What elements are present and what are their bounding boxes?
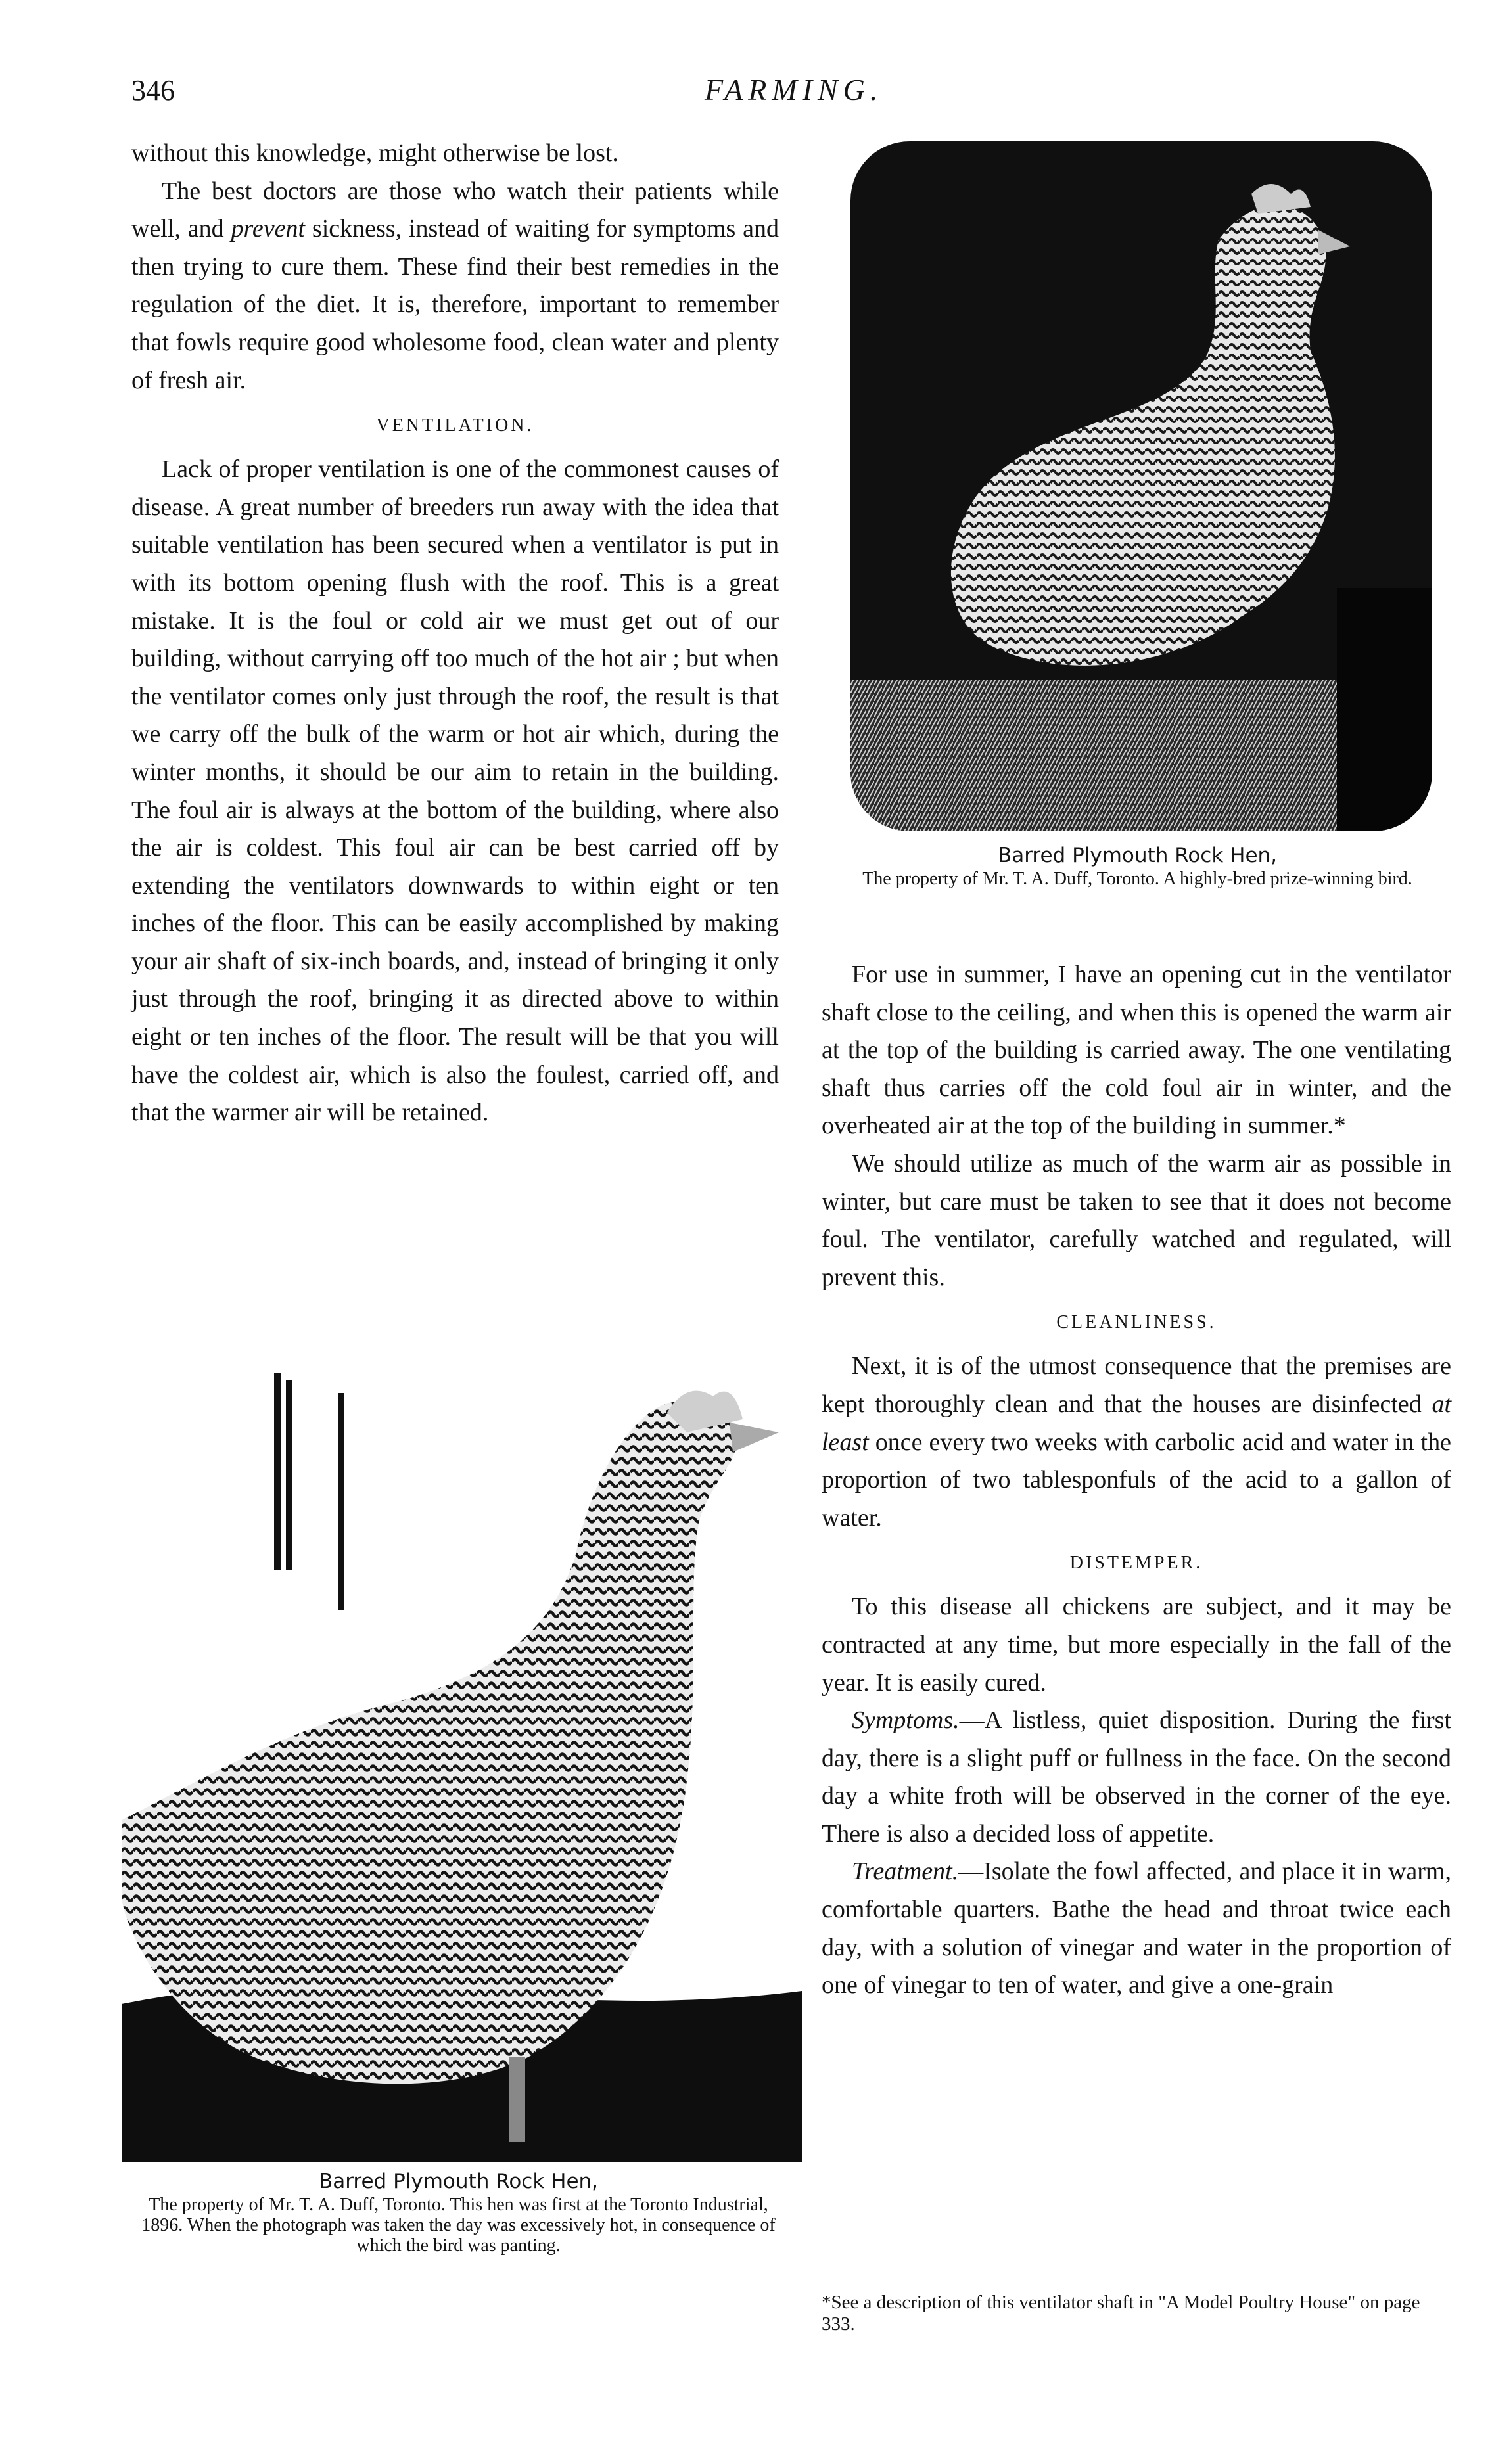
left-column xyxy=(131,135,779,1132)
page-number: 346 xyxy=(131,74,175,106)
paragraph: For use in summer, I have an opening cut in the ventilator shaft close to the ceiling, and when this is opened the warm air at the top of the building is carried away. The one ventilating shaft thus carries off the cold foul air in winter, and the overheated air at the top of the building in summer.* xyxy=(822,961,1451,1140)
section-heading-distemper: DISTEMPER. xyxy=(1069,1553,1203,1574)
emphasis: at least xyxy=(822,1390,1451,1456)
hen-photo-left xyxy=(122,1360,802,2162)
footnote: *See a description of this ventilator shaft in "A Model Poultry House" on page 333. xyxy=(822,2292,1420,2335)
emphasis: Treatment. xyxy=(852,1858,959,1886)
section-heading-cleanliness: CLEANLINESS. xyxy=(1056,1312,1217,1333)
paragraph: Treatment.—Isolate the fowl affected, and place it in warm, comfortable quarters. Bathe the head and throat twice each day, with a solution of vinegar and water in the proportion of one of vinegar to ten of water, and give a one-grain xyxy=(822,1858,1451,1999)
caption-title: Barred Plymouth Rock Hen, xyxy=(318,2170,599,2193)
paragraph: without this knowledge, might otherwise be lost. xyxy=(131,139,618,167)
paragraph: To this disease all chickens are subject, and it may be contracted at any time, but more especially in the fall of the year. It is easily cured. xyxy=(822,1593,1451,1697)
caption-title: Barred Plymouth Rock Hen, xyxy=(997,844,1278,867)
paragraph: Symptoms.—A listless, quiet disposition. During the first day, there is a slight puff or fullness in the face. On the second day a white froth will be observed in the corner of the eye. There is also a decided loss of appetite. xyxy=(822,1706,1451,1848)
section-heading-ventilation: VENTILATION. xyxy=(376,415,534,436)
paragraph: The best doctors are those who watch their patients while well, and prevent sickness, instead of waiting for symptoms and then trying to cure them. These find their best remedies in the regulation of the diet. It is, therefore, important to remember that fowls require good wholesome food, clean water and plenty of fresh air. xyxy=(131,177,779,394)
emphasis: prevent xyxy=(231,215,306,243)
figure-caption-left xyxy=(128,2168,789,2256)
caption-text: The property of Mr. T. A. Duff, Toronto. This hen was first at the Toronto Industrial, 1896. When the photograph was taken the day was excessively hot, in consequence of which the bird was panting. xyxy=(141,2195,776,2256)
running-title: FARMING. xyxy=(705,73,883,106)
page-header xyxy=(131,64,1490,117)
paragraph: We should utilize as much of the warm air as possible in winter, but care must be taken to see that it does not become foul. The ventilator, carefully watched and regulated, will prevent this. xyxy=(822,1149,1451,1291)
caption-text: The property of Mr. T. A. Duff, Toronto. A highly-bred prize-winning bird. xyxy=(862,869,1412,889)
emphasis: Symptoms. xyxy=(852,1706,960,1735)
hen-photo-right xyxy=(850,141,1432,831)
paragraph: Next, it is of the utmost consequence that the premises are kept thoroughly clean and that the houses are disinfected at least once every two weeks with carbolic acid and water in the proportion of two tablesponfuls of the acid to a gallon of water. xyxy=(822,1352,1451,1532)
paragraph: Lack of proper ventilation is one of the commonest causes of disease. A great number of breeders run away with the idea that suitable ventilation has been secured when a ventilator is put in with its bottom opening flush with the roof. This is a great mistake. It is the foul or cold air we must get out of our building, without carrying off too much of the hot air ; but when the ventilator comes only just through the roof, the result is that we carry off the bulk of the warm or hot air which, during the winter months, it should be our aim to retain in the building. The foul air is always at the bottom of the building, where also the air is coldest. This foul air can be best carried off by extending the ventilators downwards to within eight or ten inches of the floor. This can be easily accomplished by making your air shaft of six-inch boards, and, instead of bringing it only just through the roof, bringing it as directed above to within eight or ten inches of the floor. The result will be that you will have the coldest air, which is also the foulest, carried off, and that the warmer air will be retained. xyxy=(131,455,779,1127)
right-column xyxy=(822,956,1451,2005)
figure-caption-right xyxy=(820,842,1455,889)
